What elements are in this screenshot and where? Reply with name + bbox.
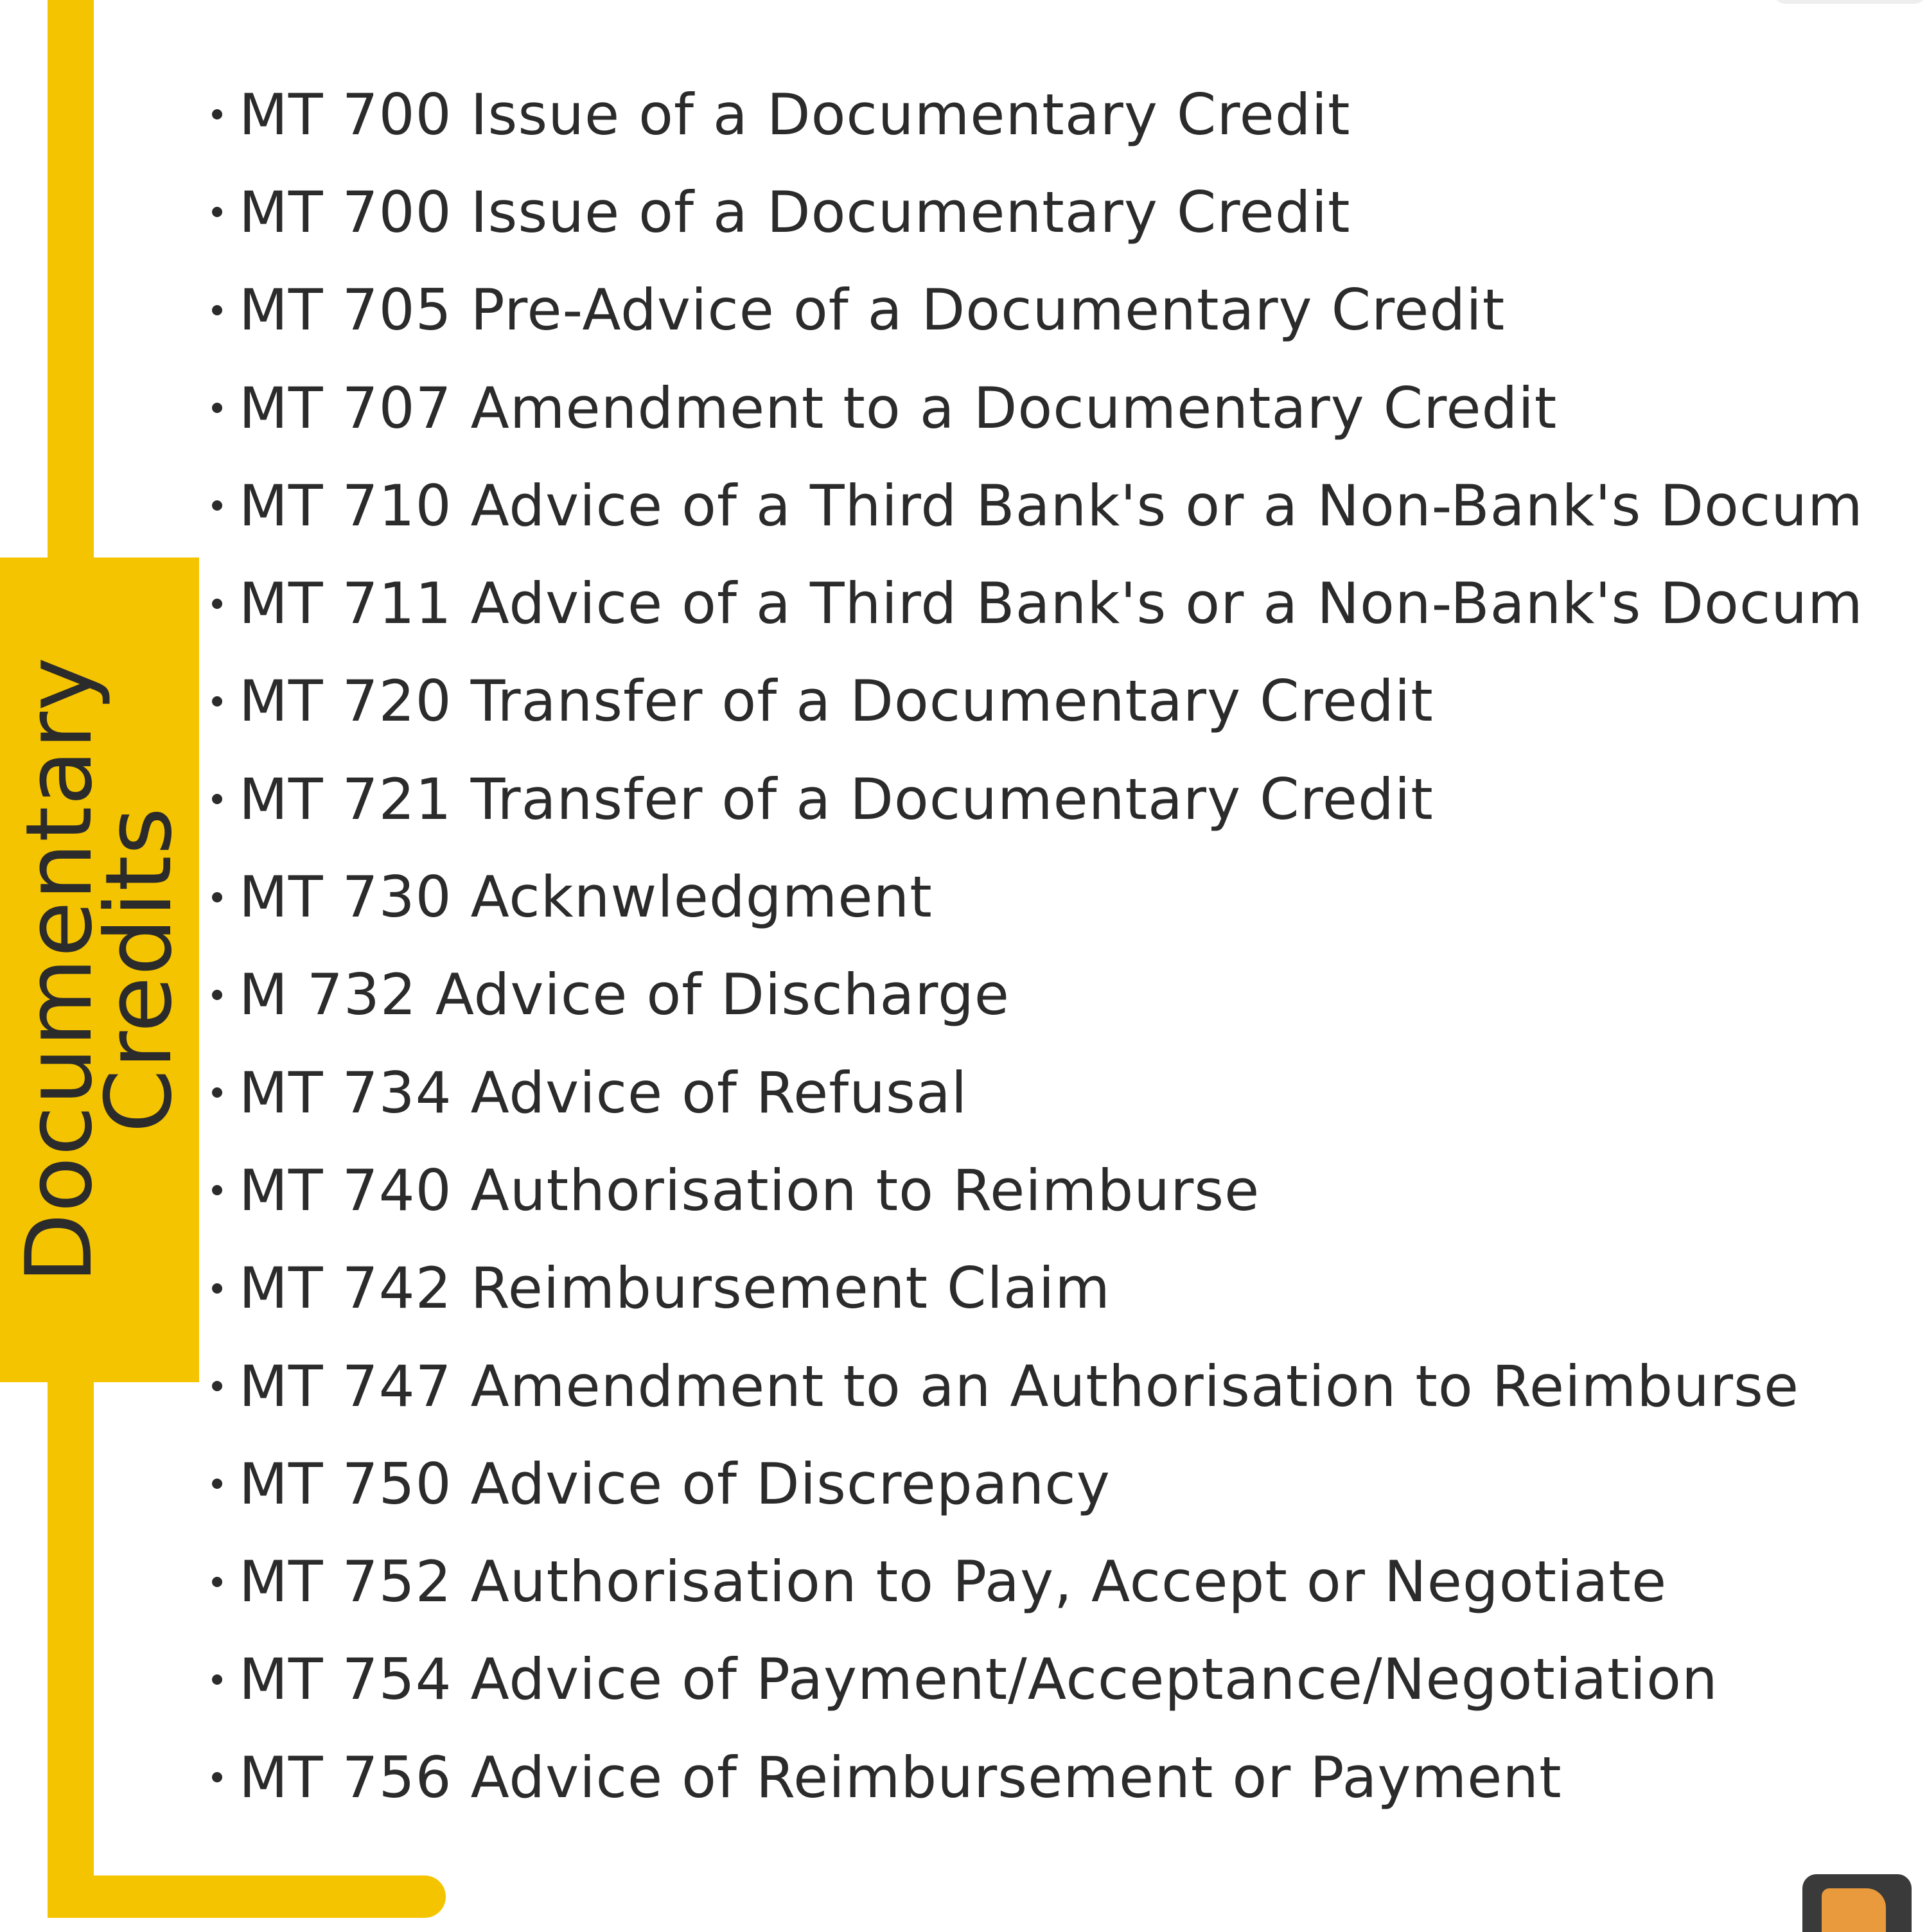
bullet-icon — [212, 1674, 222, 1685]
bullet-icon — [212, 1479, 222, 1489]
list-item — [212, 457, 1927, 554]
list-item-text: MT 720 Transfer of a Documentary Credit — [239, 668, 1434, 735]
list-item-text: M 732 Advice of Discharge — [239, 962, 1010, 1028]
list-item — [212, 261, 1927, 359]
list-item — [212, 1240, 1927, 1337]
bullet-icon — [212, 1577, 222, 1587]
list-item-text: MT 700 Issue of a Documentary Credit — [239, 179, 1351, 245]
list-item-text: MT 754 Advice of Payment/Acceptance/Negotiation — [239, 1646, 1718, 1713]
message-type-list — [212, 66, 1927, 1826]
list-item-text: MT 747 Amendment to an Authorisation to Reimburse — [239, 1353, 1800, 1419]
list-item — [212, 163, 1927, 261]
bullet-icon — [212, 1087, 222, 1098]
list-item-text: MT 752 Authorisation to Pay, Accept or Negotiate — [239, 1549, 1667, 1615]
list-item-text: MT 710 Advice of a Third Bank's or a Non-Bank's Docum — [239, 472, 1863, 539]
list-item-text: MT 750 Advice of Discrepancy — [239, 1450, 1111, 1517]
bullet-icon — [212, 794, 222, 804]
list-item — [212, 1631, 1927, 1728]
bullet-icon — [212, 1381, 222, 1391]
list-item — [212, 66, 1927, 163]
bullet-icon — [212, 696, 222, 707]
timeline-horizontal-bar — [48, 1875, 446, 1918]
bullet-icon — [212, 1772, 222, 1782]
list-item-text: MT 700 Issue of a Documentary Credit — [239, 81, 1351, 148]
list-item-text: MT 742 Reimbursement Claim — [239, 1255, 1111, 1322]
list-item — [212, 1141, 1927, 1239]
bullet-icon — [212, 599, 222, 609]
document-folder-icon-inner — [1822, 1888, 1886, 1932]
bullet-icon — [212, 892, 222, 902]
document-folder-icon — [1802, 1874, 1912, 1932]
list-item — [212, 1435, 1927, 1532]
list-item — [212, 653, 1927, 750]
bullet-icon — [212, 990, 222, 1000]
list-item — [212, 1044, 1927, 1141]
list-item — [212, 554, 1927, 652]
bullet-icon — [212, 500, 222, 511]
list-item — [212, 1337, 1927, 1435]
list-item — [212, 359, 1927, 457]
bullet-icon — [212, 1185, 222, 1195]
bullet-icon — [212, 207, 222, 217]
list-item-text: MT 721 Transfer of a Documentary Credit — [239, 766, 1434, 832]
list-item-text: MT 705 Pre-Advice of a Documentary Credit — [239, 277, 1506, 344]
list-item-text: MT 734 Advice of Refusal — [239, 1059, 968, 1126]
list-item-text: MT 711 Advice of a Third Bank's or a Non-Bank's Docum — [239, 570, 1863, 637]
section-title — [6, 656, 192, 1284]
section-title-line1: Documentary — [6, 656, 112, 1284]
list-item — [212, 1532, 1927, 1630]
list-item-text: MT 756 Advice of Reimbursement or Payment — [239, 1744, 1562, 1811]
list-item — [212, 848, 1927, 945]
list-item-text: MT 730 Acknwledgment — [239, 864, 933, 931]
list-item-text: MT 740 Authorisation to Reimburse — [239, 1157, 1260, 1224]
bullet-icon — [212, 305, 222, 315]
list-item — [212, 946, 1927, 1044]
list-item-text: MT 707 Amendment to a Documentary Credit — [239, 374, 1558, 441]
section-title-line2: Credits — [86, 806, 192, 1134]
list-item — [212, 750, 1927, 848]
list-item — [212, 1728, 1927, 1826]
bullet-icon — [212, 109, 222, 119]
bullet-icon — [212, 403, 222, 413]
bullet-icon — [212, 1283, 222, 1294]
top-right-decoration — [1773, 0, 1927, 4]
